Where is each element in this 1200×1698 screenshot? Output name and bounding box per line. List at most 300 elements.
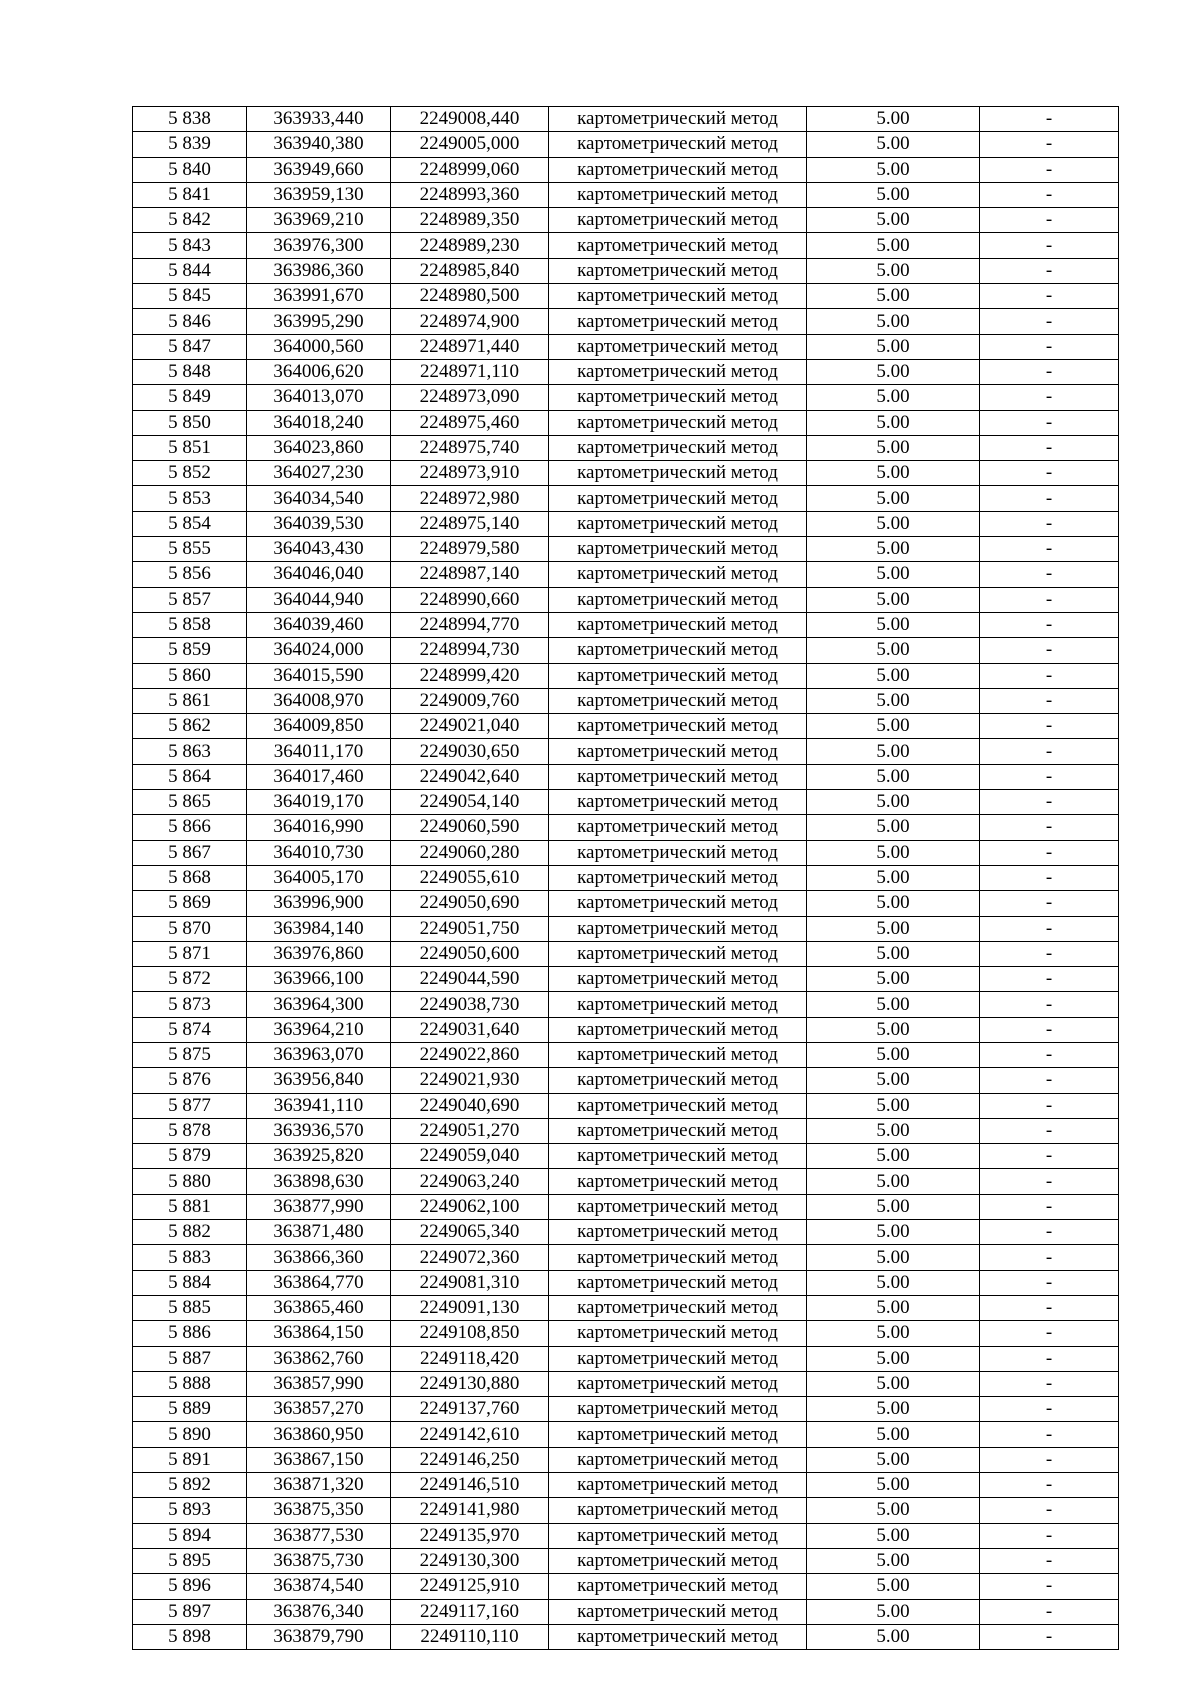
accuracy-cell: 5.00 bbox=[807, 891, 980, 916]
accuracy-cell: 5.00 bbox=[807, 1473, 980, 1498]
x-coordinate-cell: 363941,110 bbox=[247, 1093, 391, 1118]
table-row bbox=[133, 1599, 1119, 1624]
point-number-cell: 5 879 bbox=[133, 1144, 247, 1169]
point-number-cell: 5 889 bbox=[133, 1397, 247, 1422]
point-number-cell: 5 897 bbox=[133, 1599, 247, 1624]
table-row bbox=[133, 1093, 1119, 1118]
note-cell: - bbox=[980, 815, 1119, 840]
x-coordinate-cell: 363860,950 bbox=[247, 1422, 391, 1447]
point-number-cell: 5 874 bbox=[133, 1017, 247, 1042]
accuracy-cell: 5.00 bbox=[807, 941, 980, 966]
point-number-cell: 5 873 bbox=[133, 992, 247, 1017]
table-row bbox=[133, 562, 1119, 587]
method-cell: картометрический метод bbox=[549, 132, 807, 157]
y-coordinate-cell: 2248994,770 bbox=[391, 612, 549, 637]
accuracy-cell: 5.00 bbox=[807, 1270, 980, 1295]
x-coordinate-cell: 363877,530 bbox=[247, 1523, 391, 1548]
table-row bbox=[133, 233, 1119, 258]
method-cell: картометрический метод bbox=[549, 410, 807, 435]
y-coordinate-cell: 2249022,860 bbox=[391, 1042, 549, 1067]
y-coordinate-cell: 2248973,090 bbox=[391, 385, 549, 410]
accuracy-cell: 5.00 bbox=[807, 663, 980, 688]
note-cell: - bbox=[980, 865, 1119, 890]
accuracy-cell: 5.00 bbox=[807, 1245, 980, 1270]
point-number-cell: 5 851 bbox=[133, 435, 247, 460]
x-coordinate-cell: 363865,460 bbox=[247, 1295, 391, 1320]
point-number-cell: 5 869 bbox=[133, 891, 247, 916]
x-coordinate-cell: 363996,900 bbox=[247, 891, 391, 916]
table-row bbox=[133, 916, 1119, 941]
method-cell: картометрический метод bbox=[549, 107, 807, 132]
x-coordinate-cell: 363991,670 bbox=[247, 284, 391, 309]
accuracy-cell: 5.00 bbox=[807, 132, 980, 157]
note-cell: - bbox=[980, 1599, 1119, 1624]
y-coordinate-cell: 2249146,510 bbox=[391, 1473, 549, 1498]
point-number-cell: 5 856 bbox=[133, 562, 247, 587]
x-coordinate-cell: 364017,460 bbox=[247, 764, 391, 789]
table-row bbox=[133, 739, 1119, 764]
table-row bbox=[133, 410, 1119, 435]
table-row bbox=[133, 1144, 1119, 1169]
accuracy-cell: 5.00 bbox=[807, 1447, 980, 1472]
note-cell: - bbox=[980, 1144, 1119, 1169]
table-row bbox=[133, 638, 1119, 663]
point-number-cell: 5 871 bbox=[133, 941, 247, 966]
accuracy-cell: 5.00 bbox=[807, 157, 980, 182]
accuracy-cell: 5.00 bbox=[807, 1498, 980, 1523]
method-cell: картометрический метод bbox=[549, 1422, 807, 1447]
x-coordinate-cell: 364039,460 bbox=[247, 612, 391, 637]
method-cell: картометрический метод bbox=[549, 1245, 807, 1270]
table-row bbox=[133, 435, 1119, 460]
method-cell: картометрический метод bbox=[549, 967, 807, 992]
method-cell: картометрический метод bbox=[549, 1498, 807, 1523]
y-coordinate-cell: 2248990,660 bbox=[391, 587, 549, 612]
x-coordinate-cell: 364010,730 bbox=[247, 840, 391, 865]
method-cell: картометрический метод bbox=[549, 435, 807, 460]
y-coordinate-cell: 2249130,300 bbox=[391, 1548, 549, 1573]
table-row bbox=[133, 1346, 1119, 1371]
method-cell: картометрический метод bbox=[549, 739, 807, 764]
table-row bbox=[133, 284, 1119, 309]
point-number-cell: 5 859 bbox=[133, 638, 247, 663]
point-number-cell: 5 888 bbox=[133, 1371, 247, 1396]
point-number-cell: 5 854 bbox=[133, 511, 247, 536]
table-row bbox=[133, 1169, 1119, 1194]
note-cell: - bbox=[980, 1295, 1119, 1320]
note-cell: - bbox=[980, 1548, 1119, 1573]
method-cell: картометрический метод bbox=[549, 688, 807, 713]
accuracy-cell: 5.00 bbox=[807, 1068, 980, 1093]
y-coordinate-cell: 2249065,340 bbox=[391, 1220, 549, 1245]
accuracy-cell: 5.00 bbox=[807, 1371, 980, 1396]
accuracy-cell: 5.00 bbox=[807, 1144, 980, 1169]
point-number-cell: 5 895 bbox=[133, 1548, 247, 1573]
x-coordinate-cell: 363956,840 bbox=[247, 1068, 391, 1093]
y-coordinate-cell: 2249050,600 bbox=[391, 941, 549, 966]
x-coordinate-cell: 363933,440 bbox=[247, 107, 391, 132]
accuracy-cell: 5.00 bbox=[807, 1118, 980, 1143]
y-coordinate-cell: 2249137,760 bbox=[391, 1397, 549, 1422]
x-coordinate-cell: 363867,150 bbox=[247, 1447, 391, 1472]
method-cell: картометрический метод bbox=[549, 1473, 807, 1498]
y-coordinate-cell: 2249091,130 bbox=[391, 1295, 549, 1320]
coordinates-table-body bbox=[133, 107, 1119, 1650]
method-cell: картометрический метод bbox=[549, 309, 807, 334]
note-cell: - bbox=[980, 1270, 1119, 1295]
x-coordinate-cell: 364005,170 bbox=[247, 865, 391, 890]
point-number-cell: 5 892 bbox=[133, 1473, 247, 1498]
note-cell: - bbox=[980, 1220, 1119, 1245]
y-coordinate-cell: 2248974,900 bbox=[391, 309, 549, 334]
method-cell: картометрический метод bbox=[549, 865, 807, 890]
method-cell: картометрический метод bbox=[549, 941, 807, 966]
accuracy-cell: 5.00 bbox=[807, 1220, 980, 1245]
y-coordinate-cell: 2249054,140 bbox=[391, 790, 549, 815]
table-row bbox=[133, 1295, 1119, 1320]
point-number-cell: 5 896 bbox=[133, 1574, 247, 1599]
x-coordinate-cell: 363940,380 bbox=[247, 132, 391, 157]
point-number-cell: 5 844 bbox=[133, 258, 247, 283]
point-number-cell: 5 864 bbox=[133, 764, 247, 789]
note-cell: - bbox=[980, 1473, 1119, 1498]
table-row bbox=[133, 208, 1119, 233]
table-row bbox=[133, 461, 1119, 486]
table-row bbox=[133, 157, 1119, 182]
y-coordinate-cell: 2248993,360 bbox=[391, 182, 549, 207]
x-coordinate-cell: 364019,170 bbox=[247, 790, 391, 815]
note-cell: - bbox=[980, 663, 1119, 688]
point-number-cell: 5 891 bbox=[133, 1447, 247, 1472]
point-number-cell: 5 883 bbox=[133, 1245, 247, 1270]
point-number-cell: 5 880 bbox=[133, 1169, 247, 1194]
accuracy-cell: 5.00 bbox=[807, 739, 980, 764]
point-number-cell: 5 840 bbox=[133, 157, 247, 182]
x-coordinate-cell: 363984,140 bbox=[247, 916, 391, 941]
accuracy-cell: 5.00 bbox=[807, 334, 980, 359]
note-cell: - bbox=[980, 132, 1119, 157]
point-number-cell: 5 853 bbox=[133, 486, 247, 511]
x-coordinate-cell: 363857,990 bbox=[247, 1371, 391, 1396]
accuracy-cell: 5.00 bbox=[807, 284, 980, 309]
y-coordinate-cell: 2249005,000 bbox=[391, 132, 549, 157]
x-coordinate-cell: 364008,970 bbox=[247, 688, 391, 713]
x-coordinate-cell: 363877,990 bbox=[247, 1194, 391, 1219]
table-row bbox=[133, 1321, 1119, 1346]
y-coordinate-cell: 2248979,580 bbox=[391, 537, 549, 562]
note-cell: - bbox=[980, 840, 1119, 865]
note-cell: - bbox=[980, 334, 1119, 359]
note-cell: - bbox=[980, 258, 1119, 283]
method-cell: картометрический метод bbox=[549, 233, 807, 258]
point-number-cell: 5 870 bbox=[133, 916, 247, 941]
method-cell: картометрический метод bbox=[549, 891, 807, 916]
method-cell: картометрический метод bbox=[549, 1169, 807, 1194]
method-cell: картометрический метод bbox=[549, 1599, 807, 1624]
note-cell: - bbox=[980, 385, 1119, 410]
table-row bbox=[133, 992, 1119, 1017]
x-coordinate-cell: 364013,070 bbox=[247, 385, 391, 410]
y-coordinate-cell: 2249059,040 bbox=[391, 1144, 549, 1169]
y-coordinate-cell: 2249044,590 bbox=[391, 967, 549, 992]
method-cell: картометрический метод bbox=[549, 1548, 807, 1573]
table-row bbox=[133, 1548, 1119, 1573]
note-cell: - bbox=[980, 1017, 1119, 1042]
x-coordinate-cell: 363876,340 bbox=[247, 1599, 391, 1624]
method-cell: картометрический метод bbox=[549, 764, 807, 789]
accuracy-cell: 5.00 bbox=[807, 916, 980, 941]
accuracy-cell: 5.00 bbox=[807, 1093, 980, 1118]
method-cell: картометрический метод bbox=[549, 385, 807, 410]
note-cell: - bbox=[980, 233, 1119, 258]
method-cell: картометрический метод bbox=[549, 258, 807, 283]
accuracy-cell: 5.00 bbox=[807, 1397, 980, 1422]
y-coordinate-cell: 2248999,420 bbox=[391, 663, 549, 688]
accuracy-cell: 5.00 bbox=[807, 1295, 980, 1320]
note-cell: - bbox=[980, 208, 1119, 233]
table-row bbox=[133, 688, 1119, 713]
note-cell: - bbox=[980, 1042, 1119, 1067]
y-coordinate-cell: 2249110,110 bbox=[391, 1624, 549, 1649]
table-row bbox=[133, 511, 1119, 536]
note-cell: - bbox=[980, 638, 1119, 663]
y-coordinate-cell: 2249081,310 bbox=[391, 1270, 549, 1295]
note-cell: - bbox=[980, 1447, 1119, 1472]
note-cell: - bbox=[980, 1346, 1119, 1371]
point-number-cell: 5 867 bbox=[133, 840, 247, 865]
accuracy-cell: 5.00 bbox=[807, 562, 980, 587]
y-coordinate-cell: 2248994,730 bbox=[391, 638, 549, 663]
accuracy-cell: 5.00 bbox=[807, 208, 980, 233]
method-cell: картометрический метод bbox=[549, 1397, 807, 1422]
method-cell: картометрический метод bbox=[549, 815, 807, 840]
point-number-cell: 5 877 bbox=[133, 1093, 247, 1118]
y-coordinate-cell: 2248980,500 bbox=[391, 284, 549, 309]
point-number-cell: 5 878 bbox=[133, 1118, 247, 1143]
x-coordinate-cell: 363976,300 bbox=[247, 233, 391, 258]
y-coordinate-cell: 2249072,360 bbox=[391, 1245, 549, 1270]
accuracy-cell: 5.00 bbox=[807, 537, 980, 562]
x-coordinate-cell: 363866,360 bbox=[247, 1245, 391, 1270]
table-row bbox=[133, 1118, 1119, 1143]
method-cell: картометрический метод bbox=[549, 1295, 807, 1320]
accuracy-cell: 5.00 bbox=[807, 309, 980, 334]
accuracy-cell: 5.00 bbox=[807, 840, 980, 865]
accuracy-cell: 5.00 bbox=[807, 1194, 980, 1219]
y-coordinate-cell: 2248972,980 bbox=[391, 486, 549, 511]
point-number-cell: 5 865 bbox=[133, 790, 247, 815]
table-row bbox=[133, 309, 1119, 334]
x-coordinate-cell: 363925,820 bbox=[247, 1144, 391, 1169]
y-coordinate-cell: 2249038,730 bbox=[391, 992, 549, 1017]
note-cell: - bbox=[980, 739, 1119, 764]
y-coordinate-cell: 2248971,440 bbox=[391, 334, 549, 359]
point-number-cell: 5 845 bbox=[133, 284, 247, 309]
x-coordinate-cell: 363976,860 bbox=[247, 941, 391, 966]
note-cell: - bbox=[980, 410, 1119, 435]
accuracy-cell: 5.00 bbox=[807, 461, 980, 486]
x-coordinate-cell: 363963,070 bbox=[247, 1042, 391, 1067]
note-cell: - bbox=[980, 1169, 1119, 1194]
note-cell: - bbox=[980, 1498, 1119, 1523]
y-coordinate-cell: 2249051,750 bbox=[391, 916, 549, 941]
x-coordinate-cell: 363964,300 bbox=[247, 992, 391, 1017]
note-cell: - bbox=[980, 916, 1119, 941]
y-coordinate-cell: 2248999,060 bbox=[391, 157, 549, 182]
y-coordinate-cell: 2249060,590 bbox=[391, 815, 549, 840]
accuracy-cell: 5.00 bbox=[807, 688, 980, 713]
y-coordinate-cell: 2249146,250 bbox=[391, 1447, 549, 1472]
method-cell: картометрический метод bbox=[549, 182, 807, 207]
table-row bbox=[133, 334, 1119, 359]
table-row bbox=[133, 537, 1119, 562]
accuracy-cell: 5.00 bbox=[807, 1523, 980, 1548]
table-row bbox=[133, 1194, 1119, 1219]
table-row bbox=[133, 1371, 1119, 1396]
accuracy-cell: 5.00 bbox=[807, 511, 980, 536]
point-number-cell: 5 857 bbox=[133, 587, 247, 612]
method-cell: картометрический метод bbox=[549, 1017, 807, 1042]
accuracy-cell: 5.00 bbox=[807, 1599, 980, 1624]
note-cell: - bbox=[980, 511, 1119, 536]
accuracy-cell: 5.00 bbox=[807, 992, 980, 1017]
method-cell: картометрический метод bbox=[549, 1042, 807, 1067]
accuracy-cell: 5.00 bbox=[807, 1548, 980, 1573]
table-row bbox=[133, 1473, 1119, 1498]
method-cell: картометрический метод bbox=[549, 562, 807, 587]
point-number-cell: 5 868 bbox=[133, 865, 247, 890]
note-cell: - bbox=[980, 790, 1119, 815]
point-number-cell: 5 855 bbox=[133, 537, 247, 562]
y-coordinate-cell: 2249117,160 bbox=[391, 1599, 549, 1624]
y-coordinate-cell: 2249135,970 bbox=[391, 1523, 549, 1548]
accuracy-cell: 5.00 bbox=[807, 410, 980, 435]
point-number-cell: 5 885 bbox=[133, 1295, 247, 1320]
table-row bbox=[133, 1397, 1119, 1422]
method-cell: картометрический метод bbox=[549, 461, 807, 486]
y-coordinate-cell: 2249062,100 bbox=[391, 1194, 549, 1219]
note-cell: - bbox=[980, 435, 1119, 460]
x-coordinate-cell: 364039,530 bbox=[247, 511, 391, 536]
y-coordinate-cell: 2248989,230 bbox=[391, 233, 549, 258]
accuracy-cell: 5.00 bbox=[807, 714, 980, 739]
point-number-cell: 5 881 bbox=[133, 1194, 247, 1219]
method-cell: картометрический метод bbox=[549, 284, 807, 309]
method-cell: картометрический метод bbox=[549, 359, 807, 384]
table-row bbox=[133, 385, 1119, 410]
method-cell: картометрический метод bbox=[549, 1624, 807, 1649]
point-number-cell: 5 850 bbox=[133, 410, 247, 435]
table-row bbox=[133, 1017, 1119, 1042]
y-coordinate-cell: 2249040,690 bbox=[391, 1093, 549, 1118]
method-cell: картометрический метод bbox=[549, 1118, 807, 1143]
method-cell: картометрический метод bbox=[549, 1144, 807, 1169]
note-cell: - bbox=[980, 587, 1119, 612]
method-cell: картометрический метод bbox=[549, 612, 807, 637]
accuracy-cell: 5.00 bbox=[807, 764, 980, 789]
y-coordinate-cell: 2248989,350 bbox=[391, 208, 549, 233]
note-cell: - bbox=[980, 1397, 1119, 1422]
note-cell: - bbox=[980, 1118, 1119, 1143]
accuracy-cell: 5.00 bbox=[807, 385, 980, 410]
method-cell: картометрический метод bbox=[549, 1447, 807, 1472]
accuracy-cell: 5.00 bbox=[807, 233, 980, 258]
table-row bbox=[133, 967, 1119, 992]
table-row bbox=[133, 1068, 1119, 1093]
table-row bbox=[133, 587, 1119, 612]
point-number-cell: 5 894 bbox=[133, 1523, 247, 1548]
accuracy-cell: 5.00 bbox=[807, 790, 980, 815]
x-coordinate-cell: 364024,000 bbox=[247, 638, 391, 663]
x-coordinate-cell: 363936,570 bbox=[247, 1118, 391, 1143]
table-row bbox=[133, 1498, 1119, 1523]
accuracy-cell: 5.00 bbox=[807, 1346, 980, 1371]
note-cell: - bbox=[980, 1194, 1119, 1219]
accuracy-cell: 5.00 bbox=[807, 1422, 980, 1447]
note-cell: - bbox=[980, 486, 1119, 511]
accuracy-cell: 5.00 bbox=[807, 258, 980, 283]
y-coordinate-cell: 2249021,040 bbox=[391, 714, 549, 739]
x-coordinate-cell: 363875,350 bbox=[247, 1498, 391, 1523]
point-number-cell: 5 890 bbox=[133, 1422, 247, 1447]
note-cell: - bbox=[980, 1068, 1119, 1093]
x-coordinate-cell: 364006,620 bbox=[247, 359, 391, 384]
accuracy-cell: 5.00 bbox=[807, 1017, 980, 1042]
point-number-cell: 5 842 bbox=[133, 208, 247, 233]
point-number-cell: 5 886 bbox=[133, 1321, 247, 1346]
accuracy-cell: 5.00 bbox=[807, 486, 980, 511]
y-coordinate-cell: 2248985,840 bbox=[391, 258, 549, 283]
coordinates-table bbox=[132, 106, 1119, 1650]
table-row bbox=[133, 1220, 1119, 1245]
note-cell: - bbox=[980, 1371, 1119, 1396]
accuracy-cell: 5.00 bbox=[807, 612, 980, 637]
y-coordinate-cell: 2249031,640 bbox=[391, 1017, 549, 1042]
note-cell: - bbox=[980, 359, 1119, 384]
note-cell: - bbox=[980, 1574, 1119, 1599]
table-row bbox=[133, 790, 1119, 815]
table-row bbox=[133, 612, 1119, 637]
y-coordinate-cell: 2249063,240 bbox=[391, 1169, 549, 1194]
point-number-cell: 5 843 bbox=[133, 233, 247, 258]
y-coordinate-cell: 2249141,980 bbox=[391, 1498, 549, 1523]
y-coordinate-cell: 2249042,640 bbox=[391, 764, 549, 789]
x-coordinate-cell: 363964,210 bbox=[247, 1017, 391, 1042]
x-coordinate-cell: 364011,170 bbox=[247, 739, 391, 764]
y-coordinate-cell: 2249030,650 bbox=[391, 739, 549, 764]
x-coordinate-cell: 363871,480 bbox=[247, 1220, 391, 1245]
table-row bbox=[133, 663, 1119, 688]
method-cell: картометрический метод bbox=[549, 1321, 807, 1346]
y-coordinate-cell: 2249008,440 bbox=[391, 107, 549, 132]
note-cell: - bbox=[980, 1321, 1119, 1346]
x-coordinate-cell: 363995,290 bbox=[247, 309, 391, 334]
point-number-cell: 5 884 bbox=[133, 1270, 247, 1295]
accuracy-cell: 5.00 bbox=[807, 359, 980, 384]
y-coordinate-cell: 2249009,760 bbox=[391, 688, 549, 713]
method-cell: картометрический метод bbox=[549, 790, 807, 815]
x-coordinate-cell: 364044,940 bbox=[247, 587, 391, 612]
point-number-cell: 5 848 bbox=[133, 359, 247, 384]
y-coordinate-cell: 2249125,910 bbox=[391, 1574, 549, 1599]
accuracy-cell: 5.00 bbox=[807, 182, 980, 207]
accuracy-cell: 5.00 bbox=[807, 815, 980, 840]
note-cell: - bbox=[980, 764, 1119, 789]
x-coordinate-cell: 363986,360 bbox=[247, 258, 391, 283]
table-row bbox=[133, 132, 1119, 157]
table-row bbox=[133, 815, 1119, 840]
point-number-cell: 5 852 bbox=[133, 461, 247, 486]
